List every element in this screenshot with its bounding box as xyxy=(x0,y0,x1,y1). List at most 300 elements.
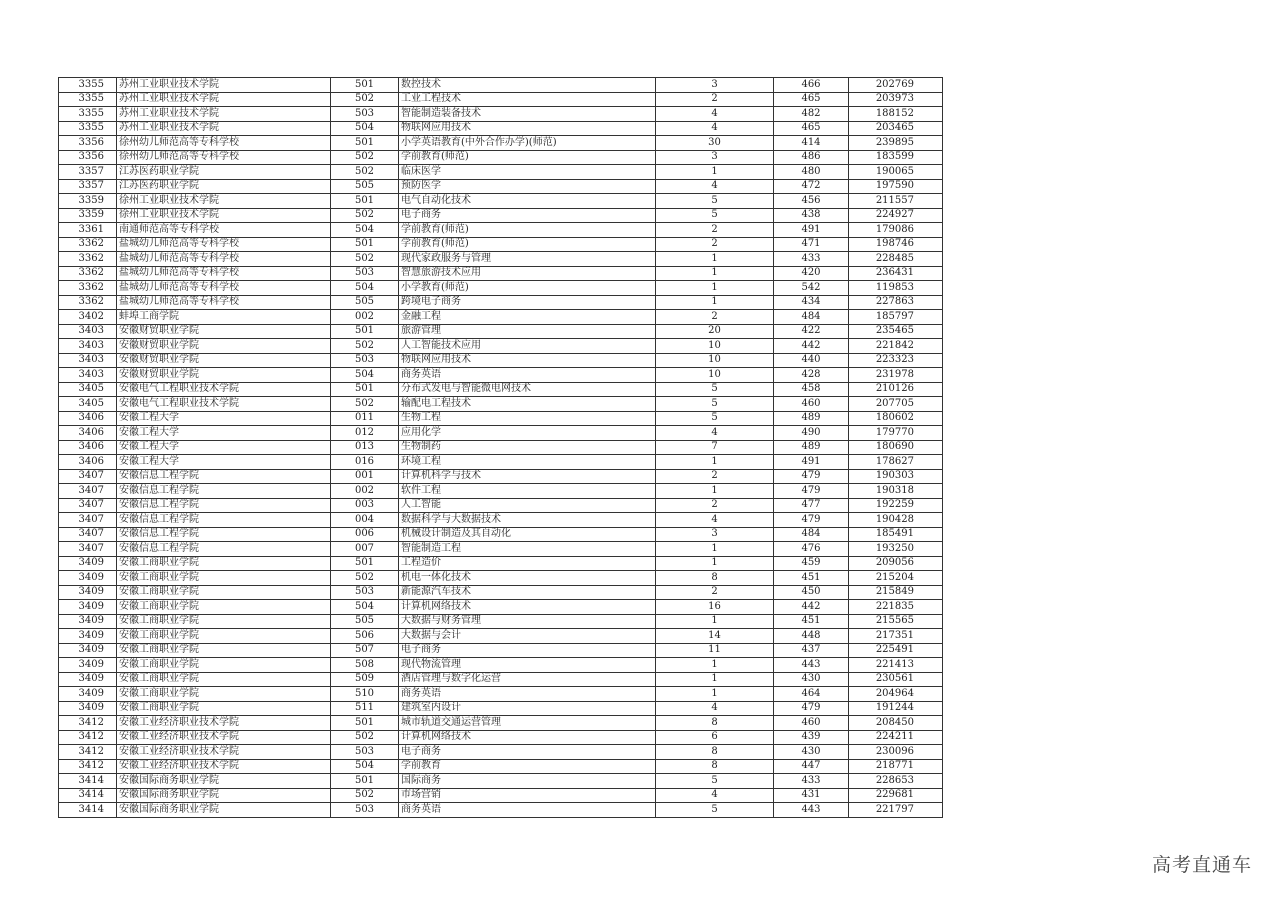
min-score-cell: 438 xyxy=(774,208,849,223)
plan-count-cell: 2 xyxy=(656,223,774,238)
major-name-cell: 国际商务 xyxy=(399,774,656,789)
school-name-cell: 安徽国际商务职业学院 xyxy=(117,803,331,818)
min-score-cell: 465 xyxy=(774,121,849,136)
school-name-cell: 徐州幼儿师范高等专科学校 xyxy=(117,150,331,165)
table-row xyxy=(59,774,943,789)
major-code-cell: 501 xyxy=(331,556,399,571)
table-row xyxy=(59,629,943,644)
min-score-cell: 434 xyxy=(774,295,849,310)
min-score-cell: 484 xyxy=(774,527,849,542)
school-code-cell: 3355 xyxy=(59,92,117,107)
table-row xyxy=(59,78,943,93)
school-code-cell: 3409 xyxy=(59,643,117,658)
min-score-cell: 486 xyxy=(774,150,849,165)
school-name-cell: 江苏医药职业学院 xyxy=(117,179,331,194)
major-name-cell: 商务英语 xyxy=(399,687,656,702)
school-name-cell: 安徽工商职业学院 xyxy=(117,658,331,673)
school-code-cell: 3409 xyxy=(59,687,117,702)
major-code-cell: 004 xyxy=(331,513,399,528)
major-code-cell: 501 xyxy=(331,78,399,93)
min-rank-cell: 208450 xyxy=(849,716,943,731)
major-name-cell: 小学英语教育(中外合作办学)(师范) xyxy=(399,136,656,151)
watermark-logo: 高考直通车 xyxy=(1151,854,1252,876)
school-name-cell: 安徽工商职业学院 xyxy=(117,600,331,615)
plan-count-cell: 1 xyxy=(656,455,774,470)
min-rank-cell: 218771 xyxy=(849,759,943,774)
major-name-cell: 输配电工程技术 xyxy=(399,397,656,412)
min-score-cell: 430 xyxy=(774,672,849,687)
school-name-cell: 安徽工业经济职业技术学院 xyxy=(117,745,331,760)
min-score-cell: 479 xyxy=(774,484,849,499)
min-score-cell: 479 xyxy=(774,513,849,528)
table-row xyxy=(59,194,943,209)
major-name-cell: 市场营销 xyxy=(399,788,656,803)
school-name-cell: 盐城幼儿师范高等专科学校 xyxy=(117,281,331,296)
plan-count-cell: 1 xyxy=(656,672,774,687)
table-row xyxy=(59,759,943,774)
school-name-cell: 徐州幼儿师范高等专科学校 xyxy=(117,136,331,151)
school-code-cell: 3359 xyxy=(59,208,117,223)
major-name-cell: 学前教育 xyxy=(399,759,656,774)
major-name-cell: 计算机科学与技术 xyxy=(399,469,656,484)
school-code-cell: 3405 xyxy=(59,397,117,412)
major-name-cell: 物联网应用技术 xyxy=(399,121,656,136)
plan-count-cell: 14 xyxy=(656,629,774,644)
school-name-cell: 安徽信息工程学院 xyxy=(117,527,331,542)
major-name-cell: 工程造价 xyxy=(399,556,656,571)
min-score-cell: 460 xyxy=(774,716,849,731)
school-name-cell: 安徽国际商务职业学院 xyxy=(117,774,331,789)
plan-count-cell: 8 xyxy=(656,745,774,760)
table-row xyxy=(59,513,943,528)
table-row xyxy=(59,353,943,368)
min-rank-cell: 228653 xyxy=(849,774,943,789)
school-code-cell: 3402 xyxy=(59,310,117,325)
min-rank-cell: 198746 xyxy=(849,237,943,252)
plan-count-cell: 2 xyxy=(656,469,774,484)
min-score-cell: 472 xyxy=(774,179,849,194)
plan-count-cell: 1 xyxy=(656,281,774,296)
min-score-cell: 451 xyxy=(774,571,849,586)
major-code-cell: 504 xyxy=(331,223,399,238)
major-name-cell: 新能源汽车技术 xyxy=(399,585,656,600)
major-code-cell: 504 xyxy=(331,281,399,296)
major-code-cell: 504 xyxy=(331,121,399,136)
min-rank-cell: 209056 xyxy=(849,556,943,571)
plan-count-cell: 1 xyxy=(656,614,774,629)
min-score-cell: 542 xyxy=(774,281,849,296)
min-score-cell: 489 xyxy=(774,440,849,455)
min-score-cell: 490 xyxy=(774,426,849,441)
school-code-cell: 3361 xyxy=(59,223,117,238)
school-code-cell: 3409 xyxy=(59,658,117,673)
plan-count-cell: 6 xyxy=(656,730,774,745)
major-name-cell: 生物工程 xyxy=(399,411,656,426)
school-name-cell: 安徽电气工程职业技术学院 xyxy=(117,397,331,412)
min-score-cell: 439 xyxy=(774,730,849,745)
min-rank-cell: 190428 xyxy=(849,513,943,528)
major-name-cell: 分布式发电与智能微电网技术 xyxy=(399,382,656,397)
table-row xyxy=(59,556,943,571)
school-name-cell: 盐城幼儿师范高等专科学校 xyxy=(117,252,331,267)
min-rank-cell: 180602 xyxy=(849,411,943,426)
plan-count-cell: 2 xyxy=(656,92,774,107)
school-name-cell: 苏州工业职业技术学院 xyxy=(117,121,331,136)
min-rank-cell: 203973 xyxy=(849,92,943,107)
school-code-cell: 3355 xyxy=(59,78,117,93)
plan-count-cell: 3 xyxy=(656,78,774,93)
plan-count-cell: 5 xyxy=(656,208,774,223)
school-code-cell: 3356 xyxy=(59,136,117,151)
major-name-cell: 大数据与财务管理 xyxy=(399,614,656,629)
min-rank-cell: 185491 xyxy=(849,527,943,542)
plan-count-cell: 10 xyxy=(656,353,774,368)
min-score-cell: 466 xyxy=(774,78,849,93)
min-rank-cell: 227863 xyxy=(849,295,943,310)
table-row xyxy=(59,788,943,803)
table-row xyxy=(59,165,943,180)
major-code-cell: 502 xyxy=(331,92,399,107)
plan-count-cell: 3 xyxy=(656,527,774,542)
min-rank-cell: 224211 xyxy=(849,730,943,745)
school-name-cell: 安徽工商职业学院 xyxy=(117,643,331,658)
min-rank-cell: 210126 xyxy=(849,382,943,397)
major-code-cell: 501 xyxy=(331,194,399,209)
school-name-cell: 安徽财贸职业学院 xyxy=(117,353,331,368)
major-code-cell: 503 xyxy=(331,803,399,818)
major-name-cell: 数控技术 xyxy=(399,78,656,93)
school-code-cell: 3414 xyxy=(59,803,117,818)
table-row xyxy=(59,121,943,136)
admissions-table xyxy=(58,77,943,818)
school-name-cell: 安徽信息工程学院 xyxy=(117,542,331,557)
min-rank-cell: 236431 xyxy=(849,266,943,281)
major-code-cell: 502 xyxy=(331,571,399,586)
min-rank-cell: 190303 xyxy=(849,469,943,484)
school-name-cell: 安徽工商职业学院 xyxy=(117,614,331,629)
major-code-cell: 006 xyxy=(331,527,399,542)
table-row xyxy=(59,571,943,586)
major-code-cell: 511 xyxy=(331,701,399,716)
table-row xyxy=(59,716,943,731)
min-score-cell: 428 xyxy=(774,368,849,383)
min-score-cell: 477 xyxy=(774,498,849,513)
min-score-cell: 420 xyxy=(774,266,849,281)
major-code-cell: 502 xyxy=(331,165,399,180)
major-code-cell: 501 xyxy=(331,382,399,397)
major-name-cell: 电子商务 xyxy=(399,208,656,223)
major-code-cell: 507 xyxy=(331,643,399,658)
plan-count-cell: 5 xyxy=(656,397,774,412)
major-code-cell: 508 xyxy=(331,658,399,673)
school-code-cell: 3409 xyxy=(59,585,117,600)
min-score-cell: 450 xyxy=(774,585,849,600)
major-code-cell: 503 xyxy=(331,585,399,600)
school-name-cell: 安徽工程大学 xyxy=(117,426,331,441)
school-name-cell: 安徽工程大学 xyxy=(117,440,331,455)
major-code-cell: 016 xyxy=(331,455,399,470)
plan-count-cell: 16 xyxy=(656,600,774,615)
plan-count-cell: 4 xyxy=(656,788,774,803)
min-score-cell: 433 xyxy=(774,774,849,789)
plan-count-cell: 8 xyxy=(656,759,774,774)
plan-count-cell: 1 xyxy=(656,658,774,673)
major-code-cell: 502 xyxy=(331,252,399,267)
major-code-cell: 501 xyxy=(331,774,399,789)
school-code-cell: 3414 xyxy=(59,774,117,789)
min-rank-cell: 221797 xyxy=(849,803,943,818)
school-code-cell: 3406 xyxy=(59,426,117,441)
school-name-cell: 盐城幼儿师范高等专科学校 xyxy=(117,266,331,281)
table-row xyxy=(59,295,943,310)
school-code-cell: 3409 xyxy=(59,571,117,586)
school-name-cell: 徐州工业职业技术学院 xyxy=(117,194,331,209)
school-code-cell: 3409 xyxy=(59,556,117,571)
min-score-cell: 448 xyxy=(774,629,849,644)
table-row xyxy=(59,643,943,658)
major-name-cell: 城市轨道交通运营管理 xyxy=(399,716,656,731)
plan-count-cell: 2 xyxy=(656,237,774,252)
school-code-cell: 3412 xyxy=(59,759,117,774)
school-code-cell: 3403 xyxy=(59,339,117,354)
min-score-cell: 442 xyxy=(774,339,849,354)
table-row xyxy=(59,730,943,745)
school-name-cell: 徐州工业职业技术学院 xyxy=(117,208,331,223)
min-score-cell: 447 xyxy=(774,759,849,774)
plan-count-cell: 11 xyxy=(656,643,774,658)
major-name-cell: 现代家政服务与管理 xyxy=(399,252,656,267)
school-name-cell: 苏州工业职业技术学院 xyxy=(117,78,331,93)
min-score-cell: 443 xyxy=(774,803,849,818)
school-code-cell: 3355 xyxy=(59,107,117,122)
school-code-cell: 3407 xyxy=(59,498,117,513)
min-score-cell: 442 xyxy=(774,600,849,615)
min-rank-cell: 223323 xyxy=(849,353,943,368)
major-code-cell: 012 xyxy=(331,426,399,441)
major-code-cell: 502 xyxy=(331,397,399,412)
major-code-cell: 504 xyxy=(331,759,399,774)
plan-count-cell: 2 xyxy=(656,310,774,325)
school-name-cell: 安徽工商职业学院 xyxy=(117,672,331,687)
school-code-cell: 3355 xyxy=(59,121,117,136)
table-row xyxy=(59,107,943,122)
school-name-cell: 安徽财贸职业学院 xyxy=(117,368,331,383)
plan-count-cell: 5 xyxy=(656,774,774,789)
table-row xyxy=(59,803,943,818)
table-row xyxy=(59,701,943,716)
major-name-cell: 旅游管理 xyxy=(399,324,656,339)
table-row xyxy=(59,745,943,760)
table-row xyxy=(59,498,943,513)
plan-count-cell: 7 xyxy=(656,440,774,455)
min-score-cell: 414 xyxy=(774,136,849,151)
major-name-cell: 智慧旅游技术应用 xyxy=(399,266,656,281)
school-code-cell: 3407 xyxy=(59,513,117,528)
table-row xyxy=(59,281,943,296)
min-score-cell: 471 xyxy=(774,237,849,252)
min-score-cell: 489 xyxy=(774,411,849,426)
table-row xyxy=(59,397,943,412)
min-rank-cell: 215204 xyxy=(849,571,943,586)
major-code-cell: 502 xyxy=(331,730,399,745)
table-row xyxy=(59,208,943,223)
school-code-cell: 3407 xyxy=(59,527,117,542)
plan-count-cell: 1 xyxy=(656,266,774,281)
min-rank-cell: 225491 xyxy=(849,643,943,658)
major-code-cell: 013 xyxy=(331,440,399,455)
school-name-cell: 苏州工业职业技术学院 xyxy=(117,107,331,122)
min-rank-cell: 191244 xyxy=(849,701,943,716)
min-score-cell: 451 xyxy=(774,614,849,629)
major-name-cell: 学前教育(师范) xyxy=(399,237,656,252)
table-row xyxy=(59,368,943,383)
major-name-cell: 软件工程 xyxy=(399,484,656,499)
major-code-cell: 502 xyxy=(331,339,399,354)
school-name-cell: 安徽信息工程学院 xyxy=(117,513,331,528)
plan-count-cell: 1 xyxy=(656,252,774,267)
major-code-cell: 503 xyxy=(331,266,399,281)
school-name-cell: 江苏医药职业学院 xyxy=(117,165,331,180)
min-rank-cell: 231978 xyxy=(849,368,943,383)
table-row xyxy=(59,150,943,165)
major-name-cell: 生物制药 xyxy=(399,440,656,455)
school-code-cell: 3409 xyxy=(59,600,117,615)
table-row xyxy=(59,469,943,484)
major-name-cell: 数据科学与大数据技术 xyxy=(399,513,656,528)
school-name-cell: 安徽工程大学 xyxy=(117,455,331,470)
major-name-cell: 学前教育(师范) xyxy=(399,223,656,238)
plan-count-cell: 8 xyxy=(656,571,774,586)
school-name-cell: 安徽工商职业学院 xyxy=(117,701,331,716)
school-code-cell: 3362 xyxy=(59,281,117,296)
school-code-cell: 3409 xyxy=(59,672,117,687)
min-score-cell: 437 xyxy=(774,643,849,658)
min-rank-cell: 217351 xyxy=(849,629,943,644)
major-code-cell: 503 xyxy=(331,745,399,760)
table-row xyxy=(59,542,943,557)
min-score-cell: 456 xyxy=(774,194,849,209)
major-code-cell: 503 xyxy=(331,107,399,122)
major-code-cell: 003 xyxy=(331,498,399,513)
school-name-cell: 安徽电气工程职业技术学院 xyxy=(117,382,331,397)
major-name-cell: 计算机网络技术 xyxy=(399,600,656,615)
min-score-cell: 482 xyxy=(774,107,849,122)
min-rank-cell: 188152 xyxy=(849,107,943,122)
min-rank-cell: 215565 xyxy=(849,614,943,629)
major-name-cell: 商务英语 xyxy=(399,803,656,818)
major-code-cell: 011 xyxy=(331,411,399,426)
school-code-cell: 3362 xyxy=(59,252,117,267)
school-code-cell: 3359 xyxy=(59,194,117,209)
min-rank-cell: 179086 xyxy=(849,223,943,238)
table-row xyxy=(59,658,943,673)
min-rank-cell: 180690 xyxy=(849,440,943,455)
school-code-cell: 3409 xyxy=(59,701,117,716)
plan-count-cell: 8 xyxy=(656,716,774,731)
major-name-cell: 人工智能 xyxy=(399,498,656,513)
plan-count-cell: 30 xyxy=(656,136,774,151)
min-score-cell: 464 xyxy=(774,687,849,702)
plan-count-cell: 1 xyxy=(656,295,774,310)
min-score-cell: 431 xyxy=(774,788,849,803)
table-row xyxy=(59,614,943,629)
school-code-cell: 3362 xyxy=(59,237,117,252)
min-score-cell: 443 xyxy=(774,658,849,673)
min-rank-cell: 183599 xyxy=(849,150,943,165)
major-name-cell: 智能制造工程 xyxy=(399,542,656,557)
min-rank-cell: 221413 xyxy=(849,658,943,673)
school-name-cell: 盐城幼儿师范高等专科学校 xyxy=(117,295,331,310)
table-row xyxy=(59,672,943,687)
major-code-cell: 502 xyxy=(331,150,399,165)
table-row xyxy=(59,411,943,426)
school-name-cell: 盐城幼儿师范高等专科学校 xyxy=(117,237,331,252)
major-name-cell: 智能制造装备技术 xyxy=(399,107,656,122)
major-name-cell: 机电一体化技术 xyxy=(399,571,656,586)
min-score-cell: 422 xyxy=(774,324,849,339)
plan-count-cell: 1 xyxy=(656,484,774,499)
school-name-cell: 安徽信息工程学院 xyxy=(117,484,331,499)
table-row xyxy=(59,339,943,354)
school-name-cell: 蚌埠工商学院 xyxy=(117,310,331,325)
major-name-cell: 应用化学 xyxy=(399,426,656,441)
school-code-cell: 3356 xyxy=(59,150,117,165)
school-code-cell: 3362 xyxy=(59,266,117,281)
plan-count-cell: 4 xyxy=(656,107,774,122)
min-rank-cell: 207705 xyxy=(849,397,943,412)
school-name-cell: 南通师范高等专科学校 xyxy=(117,223,331,238)
plan-count-cell: 10 xyxy=(656,339,774,354)
table-row xyxy=(59,585,943,600)
plan-count-cell: 4 xyxy=(656,513,774,528)
min-rank-cell: 221842 xyxy=(849,339,943,354)
school-code-cell: 3414 xyxy=(59,788,117,803)
school-code-cell: 3405 xyxy=(59,382,117,397)
min-rank-cell: 197590 xyxy=(849,179,943,194)
table-row xyxy=(59,382,943,397)
plan-count-cell: 4 xyxy=(656,426,774,441)
major-code-cell: 504 xyxy=(331,600,399,615)
major-name-cell: 建筑室内设计 xyxy=(399,701,656,716)
plan-count-cell: 1 xyxy=(656,687,774,702)
major-code-cell: 506 xyxy=(331,629,399,644)
plan-count-cell: 5 xyxy=(656,803,774,818)
school-name-cell: 安徽信息工程学院 xyxy=(117,498,331,513)
min-score-cell: 479 xyxy=(774,469,849,484)
major-name-cell: 计算机网络技术 xyxy=(399,730,656,745)
school-name-cell: 安徽工业经济职业技术学院 xyxy=(117,759,331,774)
major-name-cell: 现代物流管理 xyxy=(399,658,656,673)
major-name-cell: 工业工程技术 xyxy=(399,92,656,107)
min-score-cell: 458 xyxy=(774,382,849,397)
table-row xyxy=(59,484,943,499)
plan-count-cell: 4 xyxy=(656,701,774,716)
plan-count-cell: 1 xyxy=(656,165,774,180)
major-name-cell: 电子商务 xyxy=(399,745,656,760)
major-name-cell: 小学教育(师范) xyxy=(399,281,656,296)
table-row xyxy=(59,527,943,542)
min-rank-cell: 230096 xyxy=(849,745,943,760)
major-name-cell: 物联网应用技术 xyxy=(399,353,656,368)
min-rank-cell: 192259 xyxy=(849,498,943,513)
school-code-cell: 3403 xyxy=(59,368,117,383)
major-name-cell: 临床医学 xyxy=(399,165,656,180)
school-code-cell: 3406 xyxy=(59,455,117,470)
plan-count-cell: 4 xyxy=(656,179,774,194)
plan-count-cell: 3 xyxy=(656,150,774,165)
school-code-cell: 3403 xyxy=(59,324,117,339)
min-rank-cell: 202769 xyxy=(849,78,943,93)
